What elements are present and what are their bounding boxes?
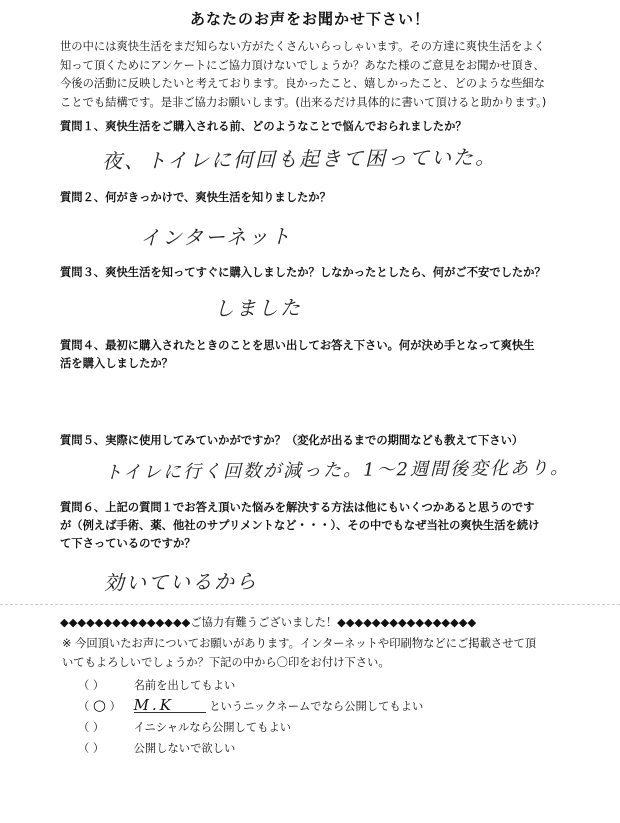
answer-2-handwritten: インターネット bbox=[139, 224, 293, 250]
question-1 bbox=[60, 118, 610, 136]
option-name[interactable] bbox=[78, 674, 423, 695]
question-4 bbox=[60, 337, 610, 373]
intro-line: ことでも結構です。是非ご協力お願いします。(出来るだけ具体的に書いて頂けると助かります。) bbox=[60, 95, 547, 109]
option-private[interactable] bbox=[78, 737, 423, 758]
note-line: いてもよろしいでしょうか？下記の中から〇印をお付け下さい。 bbox=[62, 656, 390, 669]
question-3 bbox=[60, 264, 610, 282]
publication-note bbox=[62, 634, 602, 672]
option-label: 名前を出してもよい bbox=[133, 679, 236, 692]
option-label: 公開しないで欲しい bbox=[133, 742, 236, 755]
option-nickname[interactable] bbox=[78, 695, 423, 716]
question-text: 質問３、爽快生活を知ってすぐに購入しましたか？しなかったとしたら、何がご不安でしたか？ bbox=[60, 266, 546, 279]
question-2 bbox=[60, 189, 610, 207]
nickname-field[interactable]: M.K bbox=[134, 698, 206, 713]
question-text: が（例えば手術、薬、他社のサプリメントなど・・・）、その中でもなぜ当社の爽快生活を続け bbox=[60, 519, 540, 532]
checkbox-paren[interactable]: （ ○ ） bbox=[78, 696, 121, 714]
answer-1-handwritten: 夜、トイレに何回も起きて困っていた。 bbox=[101, 144, 498, 174]
question-text: 質問４、最初に購入されたときのことを思い出してお答え下さい。何が決め手となって爽快生 bbox=[60, 339, 535, 352]
intro-line: 今後の活動に反映したいと考えております。良かったこと、嬉しかったこと、どのような些細な bbox=[60, 77, 545, 90]
question-text: て下さっているのですか？ bbox=[60, 537, 196, 550]
option-label: イニシャルなら公開してもよい bbox=[133, 721, 292, 734]
option-initials[interactable] bbox=[78, 716, 423, 737]
checkbox-paren[interactable]: （ ） bbox=[78, 679, 105, 692]
note-line: ※ 今回頂いたお声についてお願いがあります。インターネットや印刷物などにご掲載させて頂 bbox=[62, 637, 537, 650]
option-label: というニックネームでなら公開してもよい bbox=[209, 700, 424, 713]
intro-text bbox=[60, 38, 600, 112]
question-5 bbox=[60, 432, 610, 450]
question-text: 質問２、何がきっかけで、爽快生活を知りましたか？ bbox=[60, 191, 331, 204]
intro-line: 世の中には爽快生活をまだ知らない方がたくさんいらっしゃいます。その方達に爽快生活をよく bbox=[60, 40, 545, 53]
intro-line: 知って頂くためにアンケートにご協力頂けないでしょうか？あなた様のご意見をお聞かせ頂き、 bbox=[60, 58, 545, 72]
question-text: 質問１、爽快生活をご購入される前、どのようなことで悩んでおられましたか？ bbox=[60, 120, 467, 133]
question-text: 質問６、上記の質問１でお答え頂いた悩みを解決する方法は他にもいくつかあると思うのです bbox=[60, 501, 535, 514]
checkbox-paren[interactable]: （ ） bbox=[78, 721, 105, 734]
answer-3-handwritten: しました bbox=[213, 295, 303, 321]
answer-6-handwritten: 効いているから bbox=[103, 569, 259, 595]
question-6 bbox=[60, 499, 610, 553]
page-title: あなたのお声をお聞かせ下さい！ bbox=[189, 10, 430, 28]
checkbox-paren[interactable]: （ ） bbox=[78, 742, 105, 755]
thanks-banner: ◆◆◆◆◆◆◆◆◆◆◆◆◆◆◆ご協力有難うございました！◆◆◆◆◆◆◆◆◆◆◆◆◆◆◆◆ bbox=[60, 616, 477, 629]
divider bbox=[0, 604, 620, 605]
question-text: 活を購入しましたか？ bbox=[60, 357, 173, 370]
circle-mark: ○ bbox=[92, 696, 106, 714]
question-text: 質問５、実際に使用してみていかがですか？（変化が出るまでの期間なども教えて下さい） bbox=[60, 434, 524, 447]
publication-options bbox=[78, 674, 423, 758]
answer-5-handwritten: トイレに行く回数が減った。1〜2週間後変化あり。 bbox=[103, 457, 571, 484]
